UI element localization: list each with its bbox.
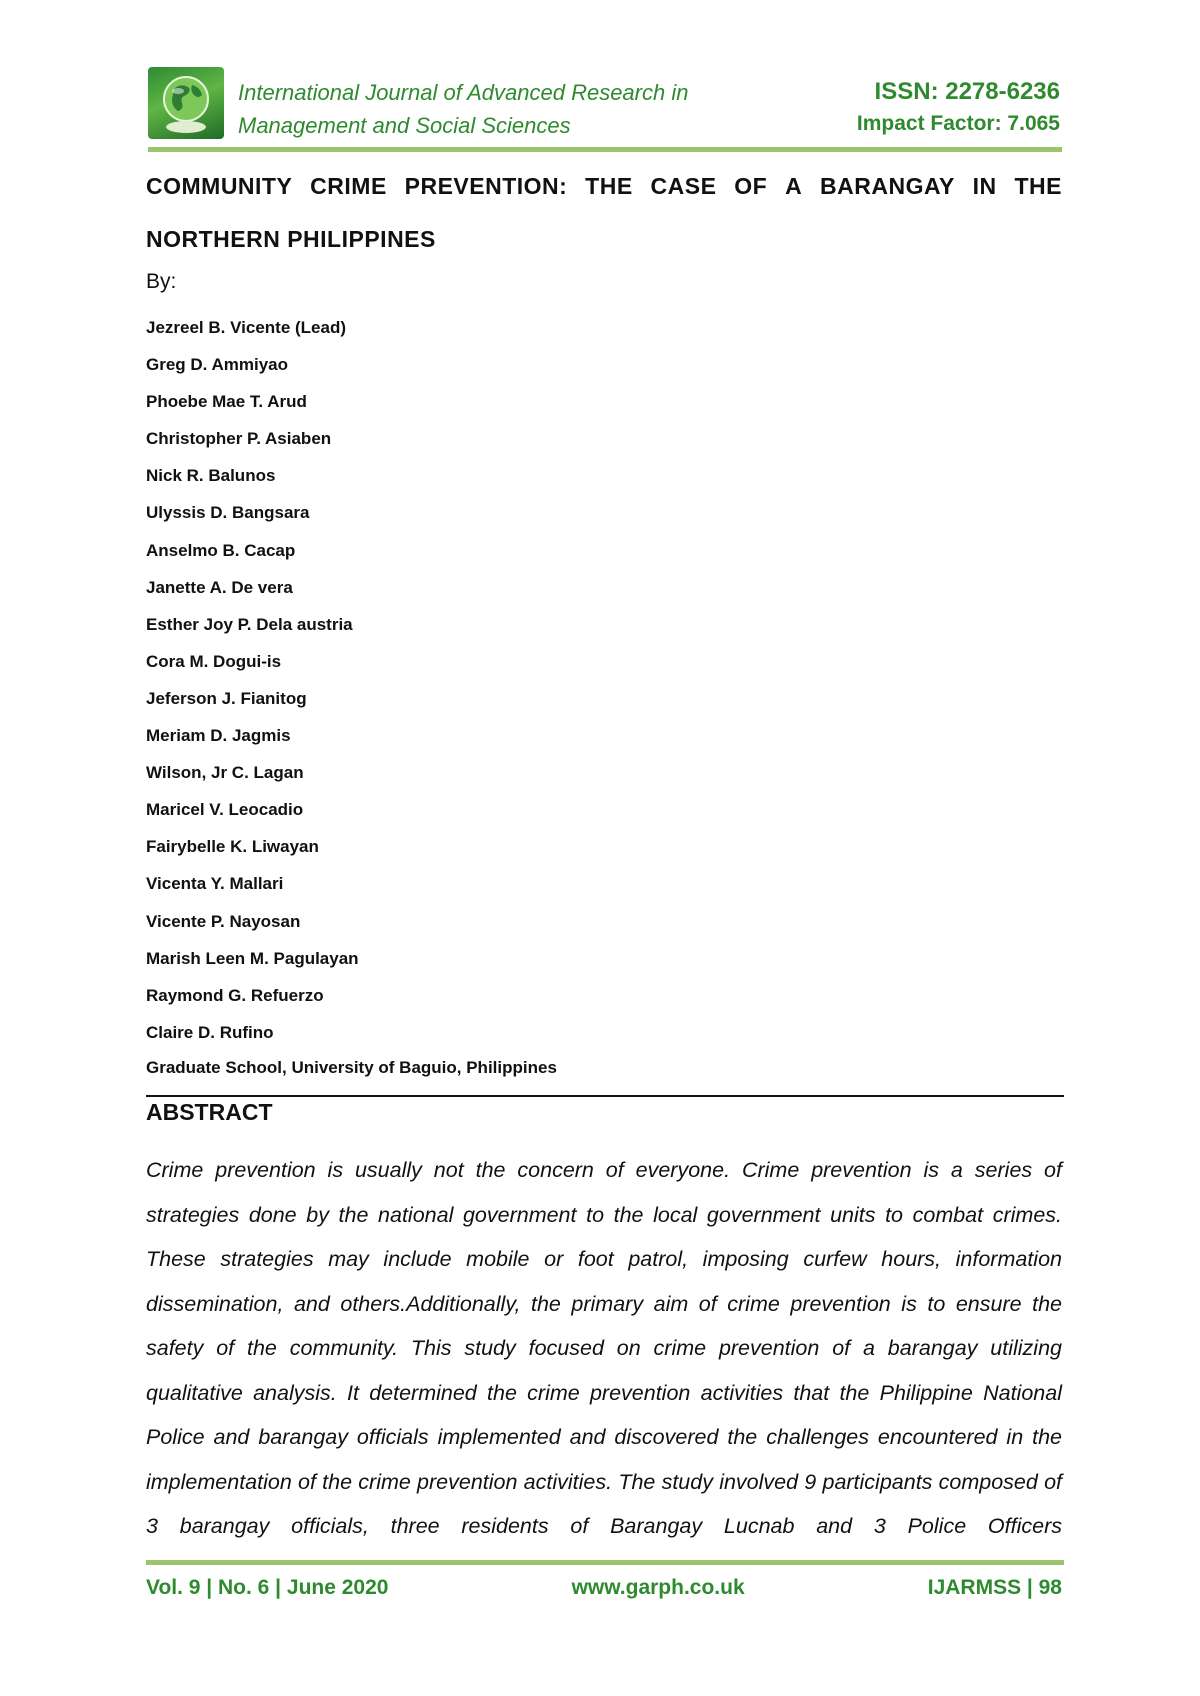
title-word: THE: [1014, 173, 1062, 199]
author-list: [146, 313, 359, 1055]
author-name: Nick R. Balunos: [146, 466, 276, 486]
abstract-heading: ABSTRACT: [146, 1099, 273, 1125]
abstract-body: Crime prevention is usually not the concern of everyone. Crime prevention is a series of strategies done by the national government to the local government units to combat crimes. These strategies may include mobile or foot patrol, imposing curfew hours, information dissemination, and others.Additionally, the primary aim of crime prevention is to ensure the safety of the community. This study focused on crime prevention of a barangay utilizing qualitative analysis. It determined the crime prevention activities that the Philippine National Police and barangay officials implemented and discovered the challenges encountered in the implementation of the crime prevention activities. The study involved 9 participants composed of 3 barangay officials, three residents of Barangay Lucnab and 3 Police Officers: [146, 1158, 1062, 1538]
author-name: Claire D. Rufino: [146, 1022, 274, 1042]
author-name: Meriam D. Jagmis: [146, 726, 291, 746]
footer-divider: [146, 1560, 1064, 1565]
author-name: Vicenta Y. Mallari: [146, 874, 284, 894]
website-link[interactable]: www.garph.co.uk: [571, 1576, 745, 1599]
author-name: Vicente P. Nayosan: [146, 911, 301, 931]
title-line-1: [146, 160, 1062, 213]
header-divider: [148, 147, 1062, 152]
globe-logo-icon: [148, 67, 224, 139]
impact-factor-label: Impact Factor: 7.065: [856, 112, 1060, 135]
author-name: Cora M. Dogui-is: [146, 651, 282, 671]
journal-name-line2: Management and Social Sciences: [238, 113, 571, 138]
author-name: Esther Joy P. Dela austria: [146, 614, 353, 634]
author-name: Greg D. Ammiyao: [146, 355, 289, 375]
author-name: Marish Leen M. Pagulayan: [146, 948, 359, 968]
author-name: Jezreel B. Vicente (Lead): [146, 318, 346, 337]
abstract-divider: [146, 1095, 1064, 1097]
author-name: Maricel V. Leocadio: [146, 800, 304, 820]
by-label: By:: [146, 270, 177, 293]
title-word: BARANGAY: [820, 173, 955, 199]
title-word: IN: [972, 173, 997, 199]
page-footer: [146, 1576, 1062, 1600]
author-name: Jeferson J. Fianitog: [146, 688, 307, 708]
title-word: OF: [734, 173, 768, 199]
author-name: Christopher P. Asiaben: [146, 429, 332, 449]
issn-label: ISSN: 2278-6236: [874, 78, 1060, 105]
title-line-2: NORTHERN PHILIPPINES: [146, 226, 436, 252]
title-word: PREVENTION:: [404, 173, 568, 199]
author-name: Fairybelle K. Liwayan: [146, 837, 319, 857]
author-affiliation: Graduate School, University of Baguio, Philippines: [146, 1058, 557, 1077]
issue-info: Vol. 9 | No. 6 | June 2020: [146, 1576, 389, 1599]
paper-title: [146, 160, 1062, 266]
journal-identifiers: [857, 76, 1060, 140]
author-name: Wilson, Jr C. Lagan: [146, 763, 304, 783]
title-word: CASE: [650, 173, 717, 199]
title-word: THE: [585, 173, 633, 199]
author-name: Anselmo B. Cacap: [146, 540, 296, 560]
author-name: Ulyssis D. Bangsara: [146, 503, 310, 523]
journal-name-line1: International Journal of Advanced Research in: [238, 80, 689, 105]
title-word: A: [785, 173, 803, 199]
author-name: Janette A. De vera: [146, 577, 293, 597]
title-word: CRIME: [310, 173, 387, 199]
page-reference: IJARMSS | 98: [927, 1576, 1062, 1599]
journal-name: [238, 76, 688, 142]
title-word: COMMUNITY: [146, 173, 293, 199]
author-name: Raymond G. Refuerzo: [146, 985, 324, 1005]
author-name: Phoebe Mae T. Arud: [146, 392, 307, 412]
